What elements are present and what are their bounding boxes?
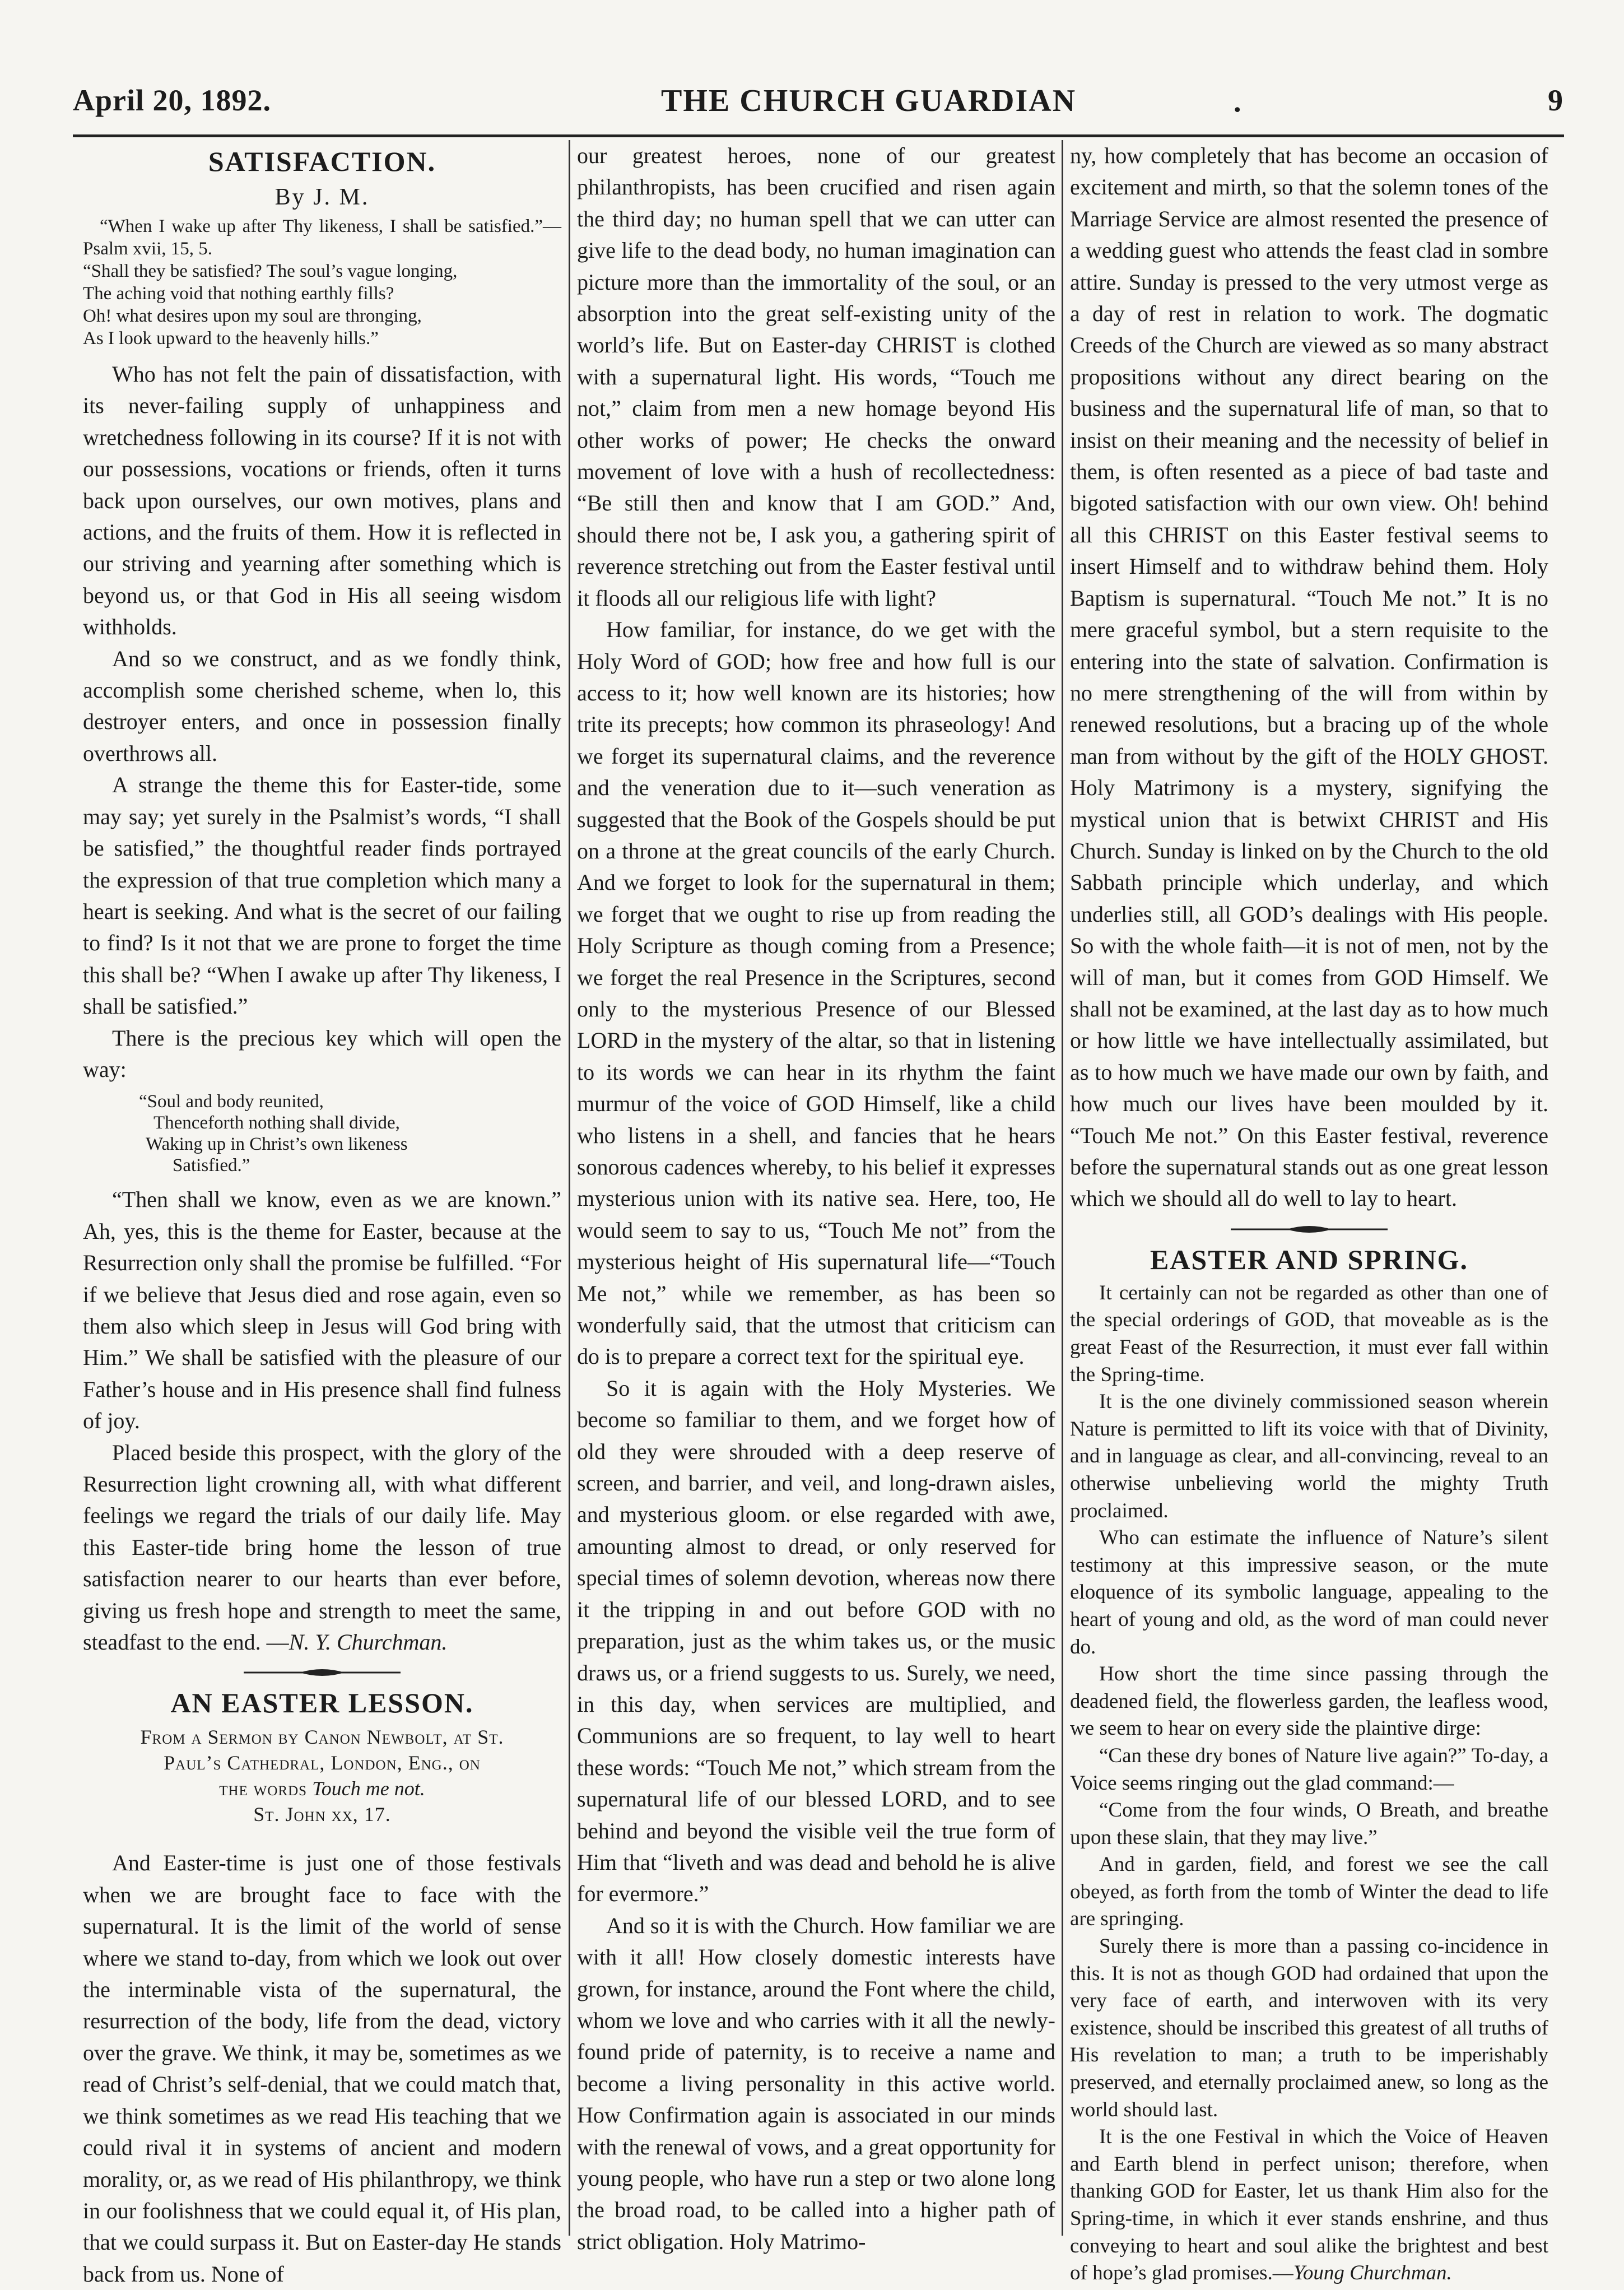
- article-easter-lesson-title: AN EASTER LESSON.: [170, 1687, 474, 1719]
- paragraph: “Come from the four winds, O Breath, and breathe upon these slain, that they may live.”: [1070, 1799, 1548, 1849]
- paragraph: How short the time since passing through the deadened field, the flowerless garden, the leafless wood, we seem to hear on every side the plaintive dirge:: [1070, 1662, 1548, 1740]
- paragraph: And so we construct, and as we fondly think, accomplish some cherished scheme, when lo, this destroyer enters, and once in possession finally overthrows all.: [83, 645, 561, 766]
- paragraph: our greatest heroes, none of our greatest philanthropists, has been crucified and risen again the third day; no human spell that we can utter can give life to the dead body, no human imagination can picture more than the immortality of the soul, or an absorption into the great self-existing unity of the world’s life. But on Easter-day CHRIST is clothed with a supernatural light. His words, “Touch me not,” claim from men a new homage beyond His other works of power; He checks the onward movement of love with a hush of recollectedness: “Be still then and know that I am GOD.” And, should there not be, I ask you, a gathering spirit of reverence stretching out from the Easter festival until it floods all our religious life with light?: [577, 143, 1055, 611]
- article-easter-spring-body: [1070, 1280, 1548, 2287]
- epigraph-line: As I look upward to the heavenly hills.”: [83, 328, 379, 349]
- subhead-line: From a Sermon by Canon Newbolt, at St.: [140, 1726, 504, 1749]
- paragraph: A strange the theme this for Easter-tide, some may say; yet surely in the Psalmist’s words, “I shall be satisfied,” the thoughtful reader finds portrayed the expression of that true completion which many a heart is seeking. And what is the secret of our failing to find? Is it not that we are prone to forget the time this shall be? “When I awake up after Thy likeness, I shall be satisfied.”: [83, 772, 561, 1019]
- paragraph: Surely there is more than a passing co-incidence in this. It is not as though GOD had ordained that upon the very face of earth, and interwoven with its very existence, should be inscribed this greatest of all truths of His revelation to man; a truth to be imperishably preserved, and eternally proclaimed anew, so long as the world should last.: [1070, 1935, 1548, 2121]
- column-1: [83, 140, 561, 2287]
- paragraph: “Then shall we know, even as we are known.” Ah, yes, this is the theme for Easter, because at the Resurrection only shall the promise be fulfilled. “For if we believe that Jesus died and rose again, even so them also which sleep in Jesus will God bring with Him.” We shall be satisfied with the pleasure of our Father’s house and in His presence shall find fulness of joy.: [83, 1187, 561, 1434]
- ornament-rule-icon: [1225, 1223, 1393, 1236]
- verse-line: Thenceforth nothing shall divide,: [153, 1113, 400, 1134]
- epigraph-line: Oh! what desires upon my soul are thronging,: [83, 306, 422, 326]
- verse-line: “Soul and body reunited,: [139, 1091, 324, 1112]
- subhead-line: Paul’s Cathedral, London, Eng., on: [164, 1752, 481, 1775]
- article-satisfaction-signoff: N. Y. Churchman.: [288, 1629, 448, 1655]
- column-rule-left: [569, 140, 570, 2236]
- paragraph: It certainly can not be regarded as other than one of the special orderings of GOD, that moveable as is the great Feast of the Resurrection, it must ever fall within the Spring-time.: [1070, 1281, 1548, 1386]
- epigraph-line: “Shall they be satisfied? The soul’s vague longing,: [83, 261, 458, 281]
- newspaper-title: THE CHURCH GUARDIAN: [661, 83, 1077, 118]
- article-easter-lesson-subhead: [83, 1724, 561, 1827]
- article-easter-spring-title: EASTER AND SPRING.: [1150, 1243, 1469, 1275]
- article-satisfaction-epigraph: [83, 215, 561, 350]
- paragraph: Who has not felt the pain of dissatisfaction, with its never-failing supply of unhappiness and wretchedness following in its course? If it is not with our possessions, vocations or friends, often it turns back upon ourselves, our own motives, plans and actions, and the fruits of them. How it is reflected in our striving and yearning after something which is beyond us, or that God in His all seeing wisdom withholds.: [83, 361, 561, 640]
- closing-paragraph: [1070, 2124, 1548, 2287]
- paragraph: There is the precious key which will open the way:: [83, 1025, 561, 1082]
- article-easter-spring-signoff: Young Churchman.: [1293, 2261, 1452, 2285]
- paragraph: And Easter-time is just one of those festivals when we are brought face to face with the supernatural. It is the limit of the world of sense where we stand to-day, from which we look out over the interminable vista of the supernatural, the resurrection of the body, life from the dead, victory over the grave. We think, it may be, sometimes as we read of Christ’s self-denial, that we could match that, we think sometimes as we read His teaching that we could rival it in systems of ancient and modern morality, or, as we read of His philanthropy, we think in our foolishness that we could equal it, of His plan, that we could surpass it. But on Easter-day He stands back from us. None of: [83, 1850, 561, 2287]
- masthead-rule: [73, 134, 1564, 137]
- column-2: [577, 140, 1055, 2252]
- paragraph: And so it is with the Church. How familiar we are with it all! How closely domestic interests have grown, for instance, around the Font where the child, whom we love and who carries with it all the newly-found pride of paternity, is to receive a name and become a living personality in this active world. How Confirmation again is associated in our minds with the renewal of vows, and a great opportunity for young people, who have run a step or two alone long the broad road, to be called into a higher path of strict obligation. Holy Matrimo-: [577, 1912, 1055, 2254]
- verse-line: Waking up in Christ’s own likeness: [146, 1134, 408, 1155]
- epigraph-line: The aching void that nothing earthly fills?: [83, 284, 394, 304]
- paragraph: “Can these dry bones of Nature live again?” To-day, a Voice seems ringing out the glad command:—: [1070, 1744, 1548, 1795]
- verse-line: Satisfied.”: [173, 1155, 250, 1176]
- closing-text: It is the one Festival in which the Voice of Heaven and Earth blend in perfect unison; therefore, when thanking GOD for Easter, let us thank Him also for the Spring-time, in which it ever stands enshrine, and thus conveying to heart and soul alike the brightest and best of hope’s glad promises.—: [1070, 2125, 1548, 2285]
- column-rule-right: [1062, 140, 1063, 2236]
- masthead: [73, 83, 1563, 128]
- paragraph: How familiar, for instance, do we get with the Holy Word of GOD; how free and how full is our access to it; how well known are its histories; how trite its precepts; how common its phraseology! And we forget its supernatural claims, and the reverence and the veneration due to it—such veneration as suggested that the Book of the Gospels should be put on a throne at the great councils of the early Church. And we forget to look for the supernatural in them; we forget that we ought to rise up from reading the Holy Scripture as though coming from a Presence; we forget the real Presence in the Scriptures, second only to the mysterious Presence of our Blessed LORD in the mystery of the altar, so that in listening to its words we can hear in its rhythm the faint murmur of the voice of GOD Himself, like a child who listens in a shell, and fancies that he hears sonorous cadences whereby, to his belief it expresses mysterious union with its native sea. Here, too, He would seem to say to us, “Touch Me not” from the mysterious height of His supernatural life—“Touch Me not,” while we remember, as has been so wonderfully said, that the utmost that criticism can do is to prepare a correct text for the spiritual eye.: [577, 617, 1055, 1369]
- article-satisfaction-byline: By J. M.: [274, 184, 370, 210]
- closing-text: Placed beside this prospect, with the glory of the Resurrection light crowning all, with what different feelings we regard the trials of our daily life. May this Easter-tide bring home the lesson of true satisfaction nearer to our hearts than ever before, giving us fresh hope and strength to meet the same, steadfast to the end. —: [83, 1439, 561, 1655]
- masthead-separator: .: [1234, 85, 1241, 118]
- paragraph: It is the one divinely commissioned season wherein Nature is permitted to lift its voice with that of Divinity, and in language as clear, and all-convincing, reveal to an otherwise unbelieving world the mighty Truth proclaimed.: [1070, 1390, 1548, 1522]
- issue-date: April 20, 1892.: [73, 83, 272, 117]
- paragraph: So it is again with the Holy Mysteries. We become so familiar to them, and we forget how of old they were shrouded with a deep reserve of screen, and barrier, and veil, and long-drawn aisles, and mysterious gloom. or else regarded with awe, amounting almost to dread, or only reserved for special times of solemn devotion, whereas now there it the tripping in and out before GOD with no preparation, just as the whim takes us, or the music draws us, or a friend suggests to us. Surely, we need, in this day, when services are multiplied, and Communions are so frequent, to lay well to heart these words: “Touch Me not,” which stream from the supernatural life of our blessed LORD, and to see behind and beyond the visible veil the true form of Him that “liveth and was dead and behold he is alive for evermore.”: [577, 1375, 1055, 1907]
- article-satisfaction-title: SATISFACTION.: [208, 146, 436, 177]
- closing-paragraph: [83, 1437, 561, 1659]
- paragraph: Who can estimate the influence of Nature’s silent testimony at this impressive season, or the mute eloquence of its symbolic language, appealing to the heart of young and old, as the word of man could never do.: [1070, 1526, 1548, 1659]
- column-3: [1070, 140, 1548, 2285]
- ornament-rule-icon: [238, 1666, 406, 1679]
- verse-block: [139, 1091, 561, 1176]
- subhead-reference: St. John xx, 17.: [253, 1803, 391, 1826]
- epigraph-line: “When I wake up after Thy likeness, I shall be satisfied.”—Psalm xvii, 15, 5.: [83, 216, 561, 259]
- subhead-quote: Touch me not.: [312, 1777, 425, 1800]
- paragraph: ny, how completely that has become an occasion of excitement and mirth, so that the solemn tones of the Marriage Service are almost resented the presence of a wedding guest who attends the feast clad in sombre attire. Sunday is pressed to the very utmost verge as a day of rest in relation to work. The dogmatic Creeds of the Church are viewed as so many abstract propositions without any direct bearing on the business and the supernatural life of man, so that to insist on their meaning and the necessity of belief in them, is often resented as a piece of bad taste and bigoted satisfaction with our own view. Oh! behind all this CHRIST on this Easter festival seems to insert Himself and to withdraw behind them. Holy Baptism is supernatural. “Touch Me not.” It is no mere graceful symbol, but a stern requisite to the entering into the state of salvation. Confirmation is no mere strengthening of the will from within by renewed resolutions, but a bracing up of the whole man from without by the gift of the HOLY GHOST. Holy Matrimony is a mystery, signifying the mystical union that is betwixt CHRIST and His Church. Sunday is linked on by the Church to the old Sabbath principle which underlay, and which underlies still, all GOD’s dealings with His people. So with the whole faith—it is not of men, not by the will of man, but it comes from GOD Himself. We shall not be examined, at the last day as to how much or how little we have intellectually assimilated, but as to how much we have made our own by faith, and how much our lives have been moulded by it. “Touch Me not.” On this Easter festival, reverence before the supernatural stands out as one great lesson which we should all do well to lay to heart.: [1070, 143, 1548, 1211]
- subhead-line: the words: [219, 1777, 308, 1800]
- paragraph: And in garden, field, and forest we see the call obeyed, as forth from the tomb of Winter the dead to life are springing.: [1070, 1853, 1548, 1931]
- page-number: 9: [1548, 83, 1563, 117]
